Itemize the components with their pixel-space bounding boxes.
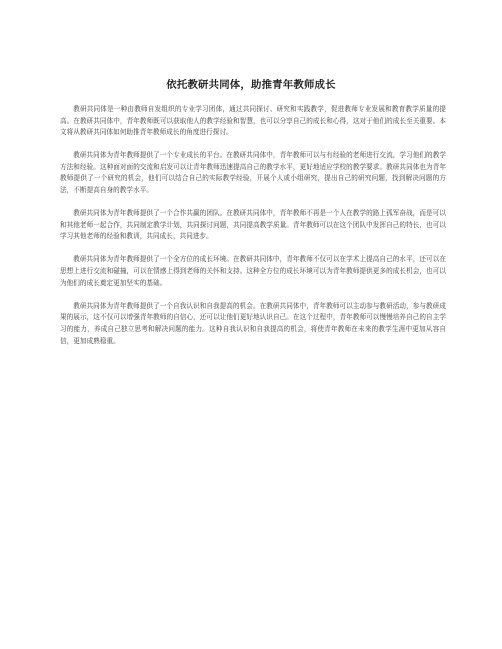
paragraph-4: 教研共同体为青年教师提供了一个全方位的成长环境。在教研共同体中，青年教师不仅可以在学术上提高自己的水平，还可以在思想上进行交流和碰撞，可以在情感上得到老师的关怀和支持。这种全方位的成长环境可以为青年教师提供更多的成长机会，也可以为他们的成长奠定更加坚实的基础。 [60,255,446,287]
paragraph-3: 教研共同体为青年教师提供了一个合作共赢的团队。在教研共同体中，青年教师不再是一个人在教学的路上孤军奋战，而是可以和其他老师一起合作，共同制定教学计划，共同探讨问题，共同提高教学质量。青年教师可以在这个团队中发挥自己的特长，也可以学习其他老师的经验和教训，共同成长，共同进步。 [60,209,446,241]
paragraph-5: 教研共同体为青年教师提供了一个自我认识和自我提高的机会。在教研共同体中，青年教师可以主动参与教研活动，参与教研成果的展示，这不仅可以增强青年教师的自信心，还可以让他们更好地认识自己。在这个过程中，青年教师可以慢慢培养自己的自主学习的能力，养成自己独立思考和解决问题的能力。这种自我认识和自我提高的机会，将使青年教师在未来的教学生涯中更加从容自信，更加成熟稳重。 [60,301,446,345]
document-title: 依托教研共同体，助推青年教师成长 [166,79,336,91]
paragraph-2: 教研共同体为青年教师提供了一个专业成长的平台。在教研共同体中，青年教师可以与有经验的老师进行交流，学习他们的教学方法和经验。这种面对面的交流和启发可以让青年教师迅速提高自己的教学水平，更好地适应学校的教学要求。教研共同体也为青年教师提供了一个研究的机会，他们可以结合自己的实际教学经验，开展个人或小组研究，提出自己的研究问题，找到解决问题的方法，不断提高自身的教学水平。 [60,151,446,195]
paragraph-1: 教研共同体是一种由教师自发组织的专业学习团体，通过共同探讨、研究和实践教学，促进教师专业发展和教育教学质量的提高。在教研共同体中，青年教师既可以获取他人的教学经验和智慧，也可以分享自己的成长和心得，这对于他们的成长至关重要。本文将从教研共同体如何助推青年教师成长的角度进行探讨。 [60,105,446,137]
document-body [60,104,446,359]
